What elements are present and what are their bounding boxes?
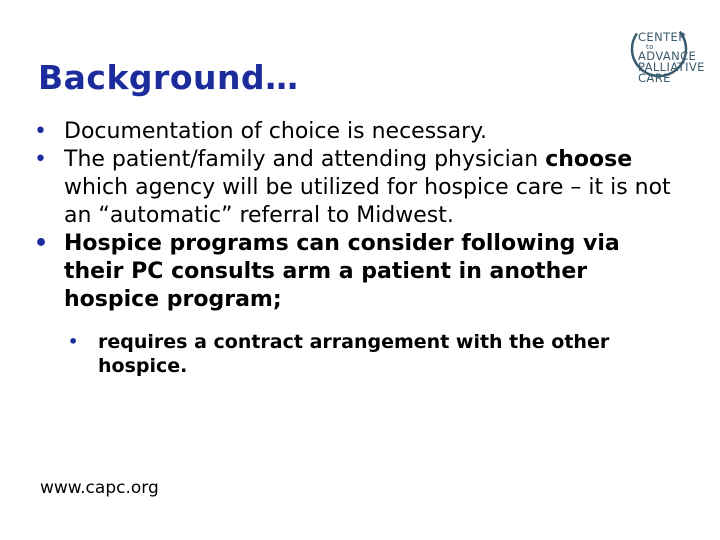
sub-bullet-text: requires a contract arrangement with the other hospice. [98, 331, 610, 377]
logo-word-center: CENTER [638, 30, 687, 44]
bullet-list [34, 118, 674, 378]
bullet-dot-icon: • [34, 147, 47, 172]
bullet-text: Documentation of choice is necessary. [64, 119, 488, 144]
bullet-text: The patient/family and attending physician [64, 147, 546, 172]
bullet-dot-icon: • [34, 119, 47, 144]
capc-logo [624, 14, 714, 90]
bullet-emphasis: choose [545, 147, 633, 172]
sub-bullet-item [68, 330, 678, 378]
sub-bullet-dot-icon: • [68, 332, 79, 351]
bullet-item [34, 146, 674, 230]
bullet-item [34, 118, 674, 146]
logo-word-care: CARE [638, 71, 671, 85]
logo-word-to: to [646, 43, 654, 51]
bullet-text: which agency will be utilized for hospice care – it is not an “automatic” referral to Midwest. [64, 175, 671, 228]
bullet-dot-icon: • [34, 231, 49, 256]
logo-word-palliative: PALLIATIVE [638, 60, 705, 74]
footer-url: www.capc.org [40, 478, 159, 498]
slide-title: Background… [38, 58, 299, 97]
logo-word-advance: ADVANCE [638, 49, 697, 63]
bullet-item [34, 230, 674, 314]
bullet-text: Hospice programs can consider following via their PC consults arm a patient in another hospice program; [64, 231, 620, 312]
